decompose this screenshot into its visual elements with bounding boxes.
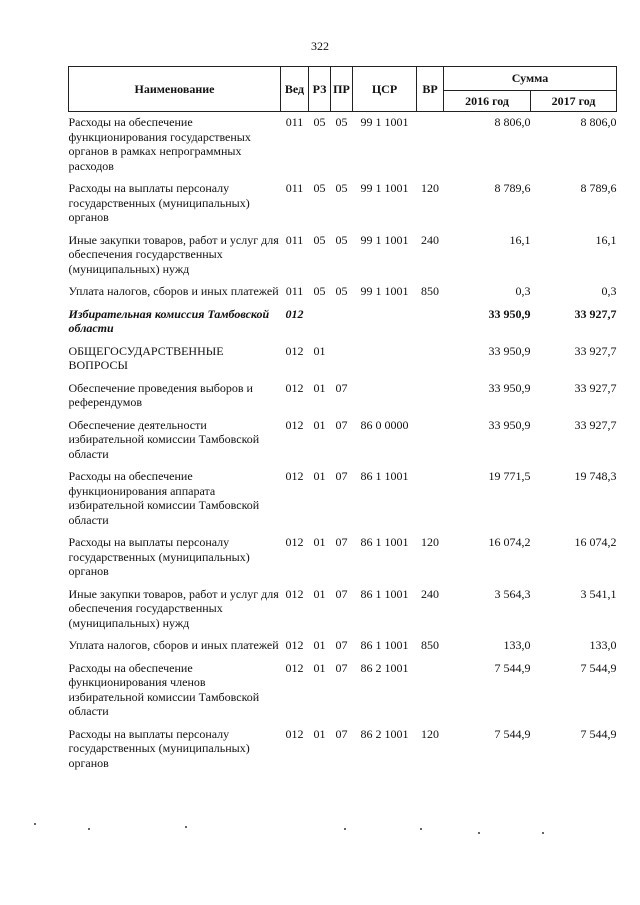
row-rz: 01 [313,586,326,601]
row-sum-2016: 33 950,9 [488,343,531,358]
scan-speck [185,826,187,828]
row-rz: 05 [313,181,326,195]
row-vr: 240 [421,232,439,247]
table-row [69,658,617,724]
row-sum-2016: 8 806,0 [494,115,531,129]
row-pr [331,341,353,378]
row-pr: 05 [335,284,348,298]
row-vr [417,658,444,724]
header-pr: ПР [331,67,353,112]
row-csr: 99 1 1001 [360,232,409,247]
table-row [69,724,617,776]
row-rz: 01 [313,726,326,741]
row-name: Расходы на выплаты персоналу государственных (муниципальных) органов [68,535,250,578]
table-row [69,584,617,636]
header-name: Наименование [69,67,281,112]
row-csr [353,378,417,415]
row-csr: 86 1 1001 [360,586,409,601]
scan-speck [34,823,36,825]
row-csr: 86 0 0000 [360,417,409,432]
row-sum-2016: 16,1 [509,232,531,247]
row-sum-2016: 3 564,3 [494,586,531,601]
row-name: Уплата налогов, сборов и иных платежей [68,638,279,652]
table-row [69,378,617,415]
row-sum-2017: 7 544,9 [580,660,617,675]
scan-speck [344,828,346,830]
row-vr: 120 [421,181,439,195]
row-rz: 01 [313,660,326,675]
row-pr [331,304,353,341]
budget-table [68,66,617,775]
row-ved: 011 [285,181,304,195]
row-sum-2017: 16 074,2 [574,535,617,549]
row-vr [417,304,444,341]
row-ved: 012 [285,535,304,549]
row-pr: 07 [335,660,348,675]
row-sum-2016: 19 771,5 [488,469,531,483]
row-rz: 01 [313,469,326,483]
row-sum-2016: 7 544,9 [494,726,531,741]
row-name: Расходы на обеспечение функционирования аппарата избирательной комиссии Тамбовской области [68,469,260,527]
row-pr: 07 [335,586,348,601]
header-year-2017: 2017 год [531,91,617,112]
page-number: 322 [311,39,329,53]
row-sum-2017: 8 789,6 [580,181,617,195]
row-vr: 850 [421,638,439,652]
row-vr [417,415,444,467]
row-csr: 86 1 1001 [360,535,409,549]
row-vr [417,341,444,378]
row-sum-2016: 33 950,9 [488,417,531,432]
table-body [69,112,617,776]
row-ved: 012 [285,586,304,601]
row-sum-2016: 33 950,9 [488,306,531,321]
row-name: Обеспечение деятельности избирательной комиссии Тамбовской области [68,417,260,461]
table-header [69,67,617,112]
row-sum-2017: 0,3 [601,284,617,298]
row-rz: 01 [313,380,326,395]
scan-speck [542,832,544,834]
row-sum-2016: 8 789,6 [494,181,531,195]
row-vr [417,112,444,179]
row-csr: 86 1 1001 [360,638,409,652]
row-name: Уплата налогов, сборов и иных платежей [68,284,279,298]
row-csr: 99 1 1001 [360,115,409,129]
row-rz: 01 [313,535,326,549]
scan-speck [88,828,90,830]
row-csr: 86 2 1001 [360,660,409,675]
table-row [69,532,617,584]
row-vr: 120 [421,726,439,741]
row-name: Иные закупки товаров, работ и услуг для обеспечения государственных (муниципальных) нужд [68,586,279,630]
row-rz: 01 [313,343,326,358]
row-vr [417,378,444,415]
row-csr [353,341,417,378]
row-sum-2017: 8 806,0 [580,115,617,129]
table-row [69,304,617,341]
table-row [69,230,617,282]
row-pr: 07 [335,417,348,432]
row-csr [353,304,417,341]
row-sum-2017: 33 927,7 [574,417,617,432]
row-rz: 05 [313,284,326,298]
row-ved: 012 [285,380,304,395]
row-name: Иные закупки товаров, работ и услуг для обеспечения государственных (муниципальных) нужд [68,232,279,276]
row-ved: 012 [285,638,304,652]
header-rz: РЗ [309,67,331,112]
row-vr: 850 [421,284,439,298]
row-sum-2017: 7 544,9 [580,726,617,741]
row-sum-2016: 33 950,9 [488,380,531,395]
table-row [69,341,617,378]
row-rz [309,304,331,341]
header-year-2016: 2016 год [444,91,531,112]
table-row [69,178,617,230]
row-ved: 011 [285,284,304,298]
row-sum-2017: 33 927,7 [574,306,617,321]
header-vr: ВР [417,67,444,112]
row-sum-2017: 33 927,7 [574,343,617,358]
row-rz: 05 [313,232,326,247]
row-vr [417,466,444,532]
row-rz: 01 [313,417,326,432]
row-sum-2016: 0,3 [515,284,531,298]
row-csr: 99 1 1001 [360,284,409,298]
row-name: ОБЩЕГОСУДАРСТВЕННЫЕ ВОПРОСЫ [68,343,224,372]
row-ved: 011 [285,115,304,129]
row-csr: 86 2 1001 [360,726,409,741]
row-vr: 240 [421,586,439,601]
scan-speck [420,828,422,830]
row-pr: 07 [335,638,348,652]
table-row [69,635,617,658]
row-pr: 07 [335,726,348,741]
row-sum-2017: 133,0 [589,638,617,652]
row-vr: 120 [421,535,439,549]
row-sum-2017: 3 541,1 [580,586,617,601]
table-row [69,281,617,304]
row-ved: 012 [285,343,304,358]
row-sum-2017: 19 748,3 [574,469,617,483]
row-csr: 99 1 1001 [360,181,409,195]
row-sum-2016: 16 074,2 [488,535,531,549]
row-pr: 05 [335,181,348,195]
row-name: Расходы на обеспечение функционирования государственых органов в рамках непрограммных расходов [68,115,251,173]
row-csr: 86 1 1001 [360,469,409,483]
row-pr: 07 [335,469,348,483]
row-pr: 07 [335,535,348,549]
row-sum-2016: 7 544,9 [494,660,531,675]
row-rz: 01 [313,638,326,652]
table-row [69,112,617,179]
row-ved: 011 [285,232,304,247]
row-pr: 05 [335,232,348,247]
row-name: Расходы на выплаты персоналу государственных (муниципальных) органов [68,181,250,224]
table-row [69,415,617,467]
row-name: Расходы на обеспечение функционирования членов избирательной комиссии Тамбовской области [68,660,260,718]
row-name: Обеспечение проведения выборов и референдумов [68,380,253,409]
row-sum-2017: 16,1 [595,232,617,247]
row-pr: 07 [335,380,348,395]
header-ved: Вед [281,67,309,112]
row-ved: 012 [285,726,304,741]
row-ved: 012 [285,306,304,321]
row-name: Избирательная комиссия Тамбовской области [68,306,270,335]
header-csr: ЦСР [353,67,417,112]
row-sum-2016: 133,0 [503,638,531,652]
row-pr: 05 [335,115,348,129]
scan-speck [478,832,480,834]
row-sum-2017: 33 927,7 [574,380,617,395]
row-ved: 012 [285,469,304,483]
header-sum: Сумма [444,67,617,91]
row-ved: 012 [285,660,304,675]
table-row [69,466,617,532]
row-rz: 05 [313,115,326,129]
row-name: Расходы на выплаты персоналу государственных (муниципальных) органов [68,726,250,770]
row-ved: 012 [285,417,304,432]
